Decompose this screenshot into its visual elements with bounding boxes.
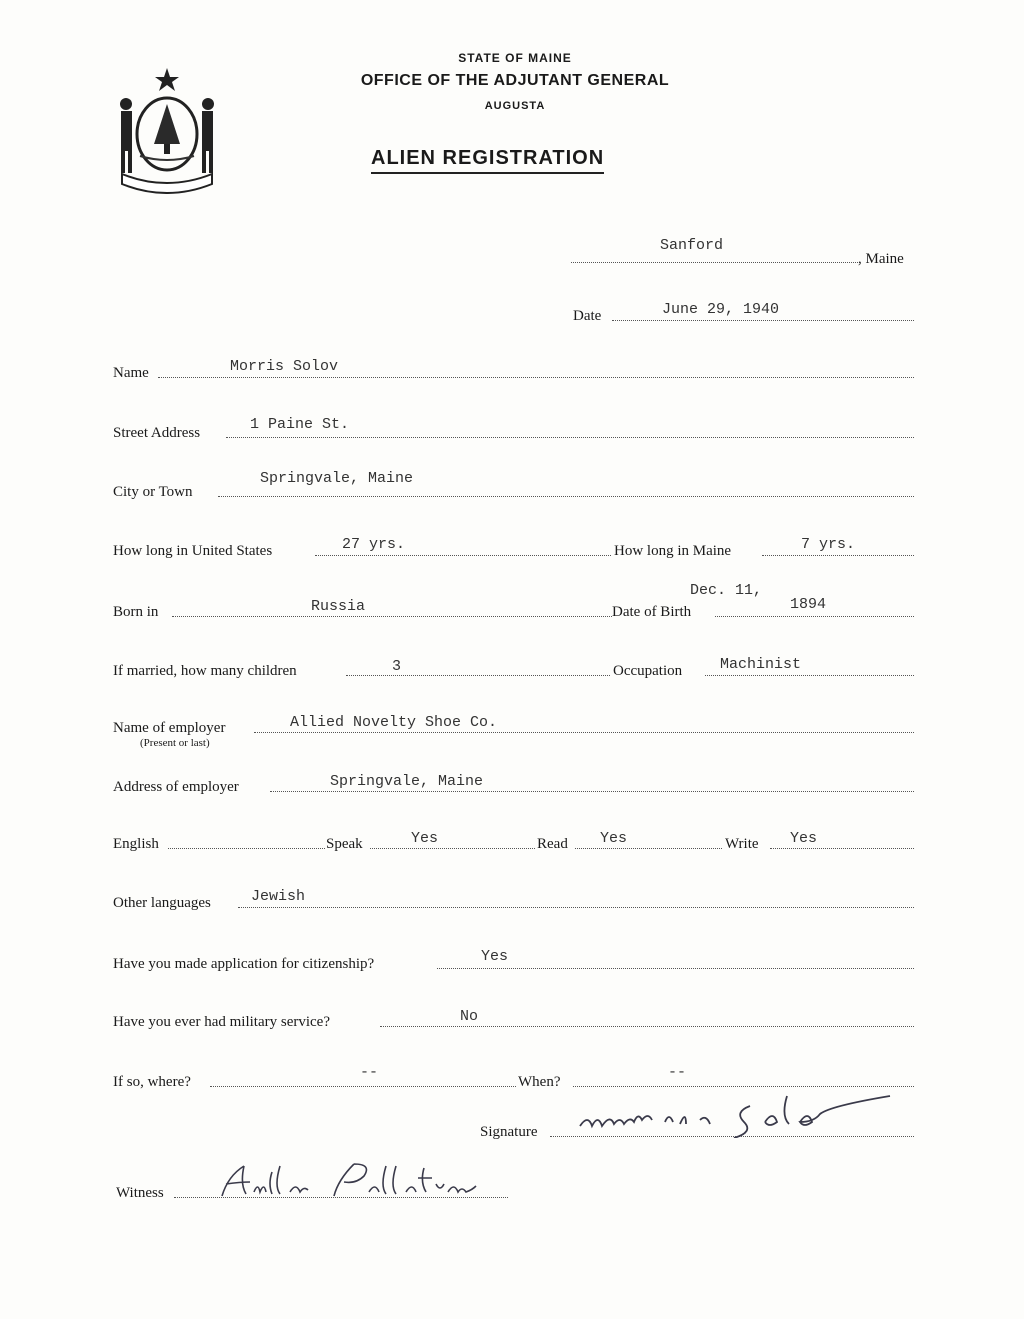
read-label: Read [537,836,568,852]
when-value: -- [668,1064,687,1081]
dob-value-line2: 1894 [790,596,827,613]
write-line [770,848,914,849]
employer-line [254,732,914,733]
street-label: Street Address [113,425,201,441]
street-line [226,437,914,438]
signature-label: Signature [480,1124,538,1140]
dob-value-line1: Dec. 11, [690,582,763,599]
write-label: Write [725,836,759,852]
where-label: If so, where? [113,1074,191,1090]
occupation-line [705,675,914,676]
other-languages-label: Other languages [113,895,211,911]
english-line [168,848,325,849]
city-label: City or Town [113,484,193,500]
city-line [218,496,914,497]
children-value: 3 [392,658,402,675]
form-title: ALIEN REGISTRATION [371,147,604,174]
signature-handwriting [575,1092,905,1138]
maine-state-seal-icon [112,64,222,194]
occupation-label: Occupation [613,663,683,679]
military-label: Have you ever had military service? [113,1014,330,1030]
other-languages-value: Jewish [251,888,306,905]
when-line [573,1086,914,1087]
read-value: Yes [600,830,628,847]
military-value: No [460,1008,479,1025]
date-label: Date [573,308,602,324]
born-line [172,616,612,617]
town-line [571,262,858,263]
state-heading: STATE OF MAINE [458,51,572,65]
speak-label: Speak [326,836,363,852]
name-value: Morris Solov [230,358,339,375]
employer-address-line [270,791,914,792]
date-value: June 29, 1940 [662,301,780,318]
town-value: Sanford [660,237,724,254]
employer-label: Name of employer [113,720,226,736]
name-line [158,377,914,378]
born-label: Born in [113,604,159,620]
city-heading: AUGUSTA [484,100,546,112]
witness-handwriting [214,1160,504,1204]
employer-sublabel: (Present or last) [140,737,210,749]
employer-address-label: Address of employer [113,779,239,795]
citizenship-line [437,968,914,969]
date-line [612,320,914,321]
born-value: Russia [311,598,366,615]
city-value: Springvale, Maine [260,470,414,487]
military-line [380,1026,914,1027]
state-label: , Maine [858,251,904,267]
us-time-value: 27 yrs. [342,536,406,553]
dob-label: Date of Birth [612,604,692,620]
maine-time-line [762,555,914,556]
children-line [346,675,610,676]
when-label: When? [518,1074,561,1090]
occupation-value: Machinist [720,656,802,673]
employer-address-value: Springvale, Maine [330,773,484,790]
office-heading: OFFICE OF THE ADJUTANT GENERAL [360,72,670,89]
maine-time-value: 7 yrs. [801,536,856,553]
citizenship-label: Have you made application for citizenship? [113,956,375,972]
read-line [575,848,722,849]
witness-label: Witness [116,1185,164,1201]
us-time-label: How long in United States [113,543,273,559]
citizenship-value: Yes [481,948,509,965]
speak-value: Yes [411,830,439,847]
name-label: Name [113,365,149,381]
other-languages-line [238,907,914,908]
speak-line [370,848,535,849]
dob-line [715,616,914,617]
where-value: -- [360,1064,379,1081]
employer-value: Allied Novelty Shoe Co. [290,714,498,731]
us-time-line [315,555,611,556]
children-label: If married, how many children [113,663,297,679]
where-line [210,1086,516,1087]
english-label: English [113,836,159,852]
write-value: Yes [790,830,818,847]
street-value: 1 Paine St. [250,416,350,433]
maine-time-label: How long in Maine [614,543,732,559]
